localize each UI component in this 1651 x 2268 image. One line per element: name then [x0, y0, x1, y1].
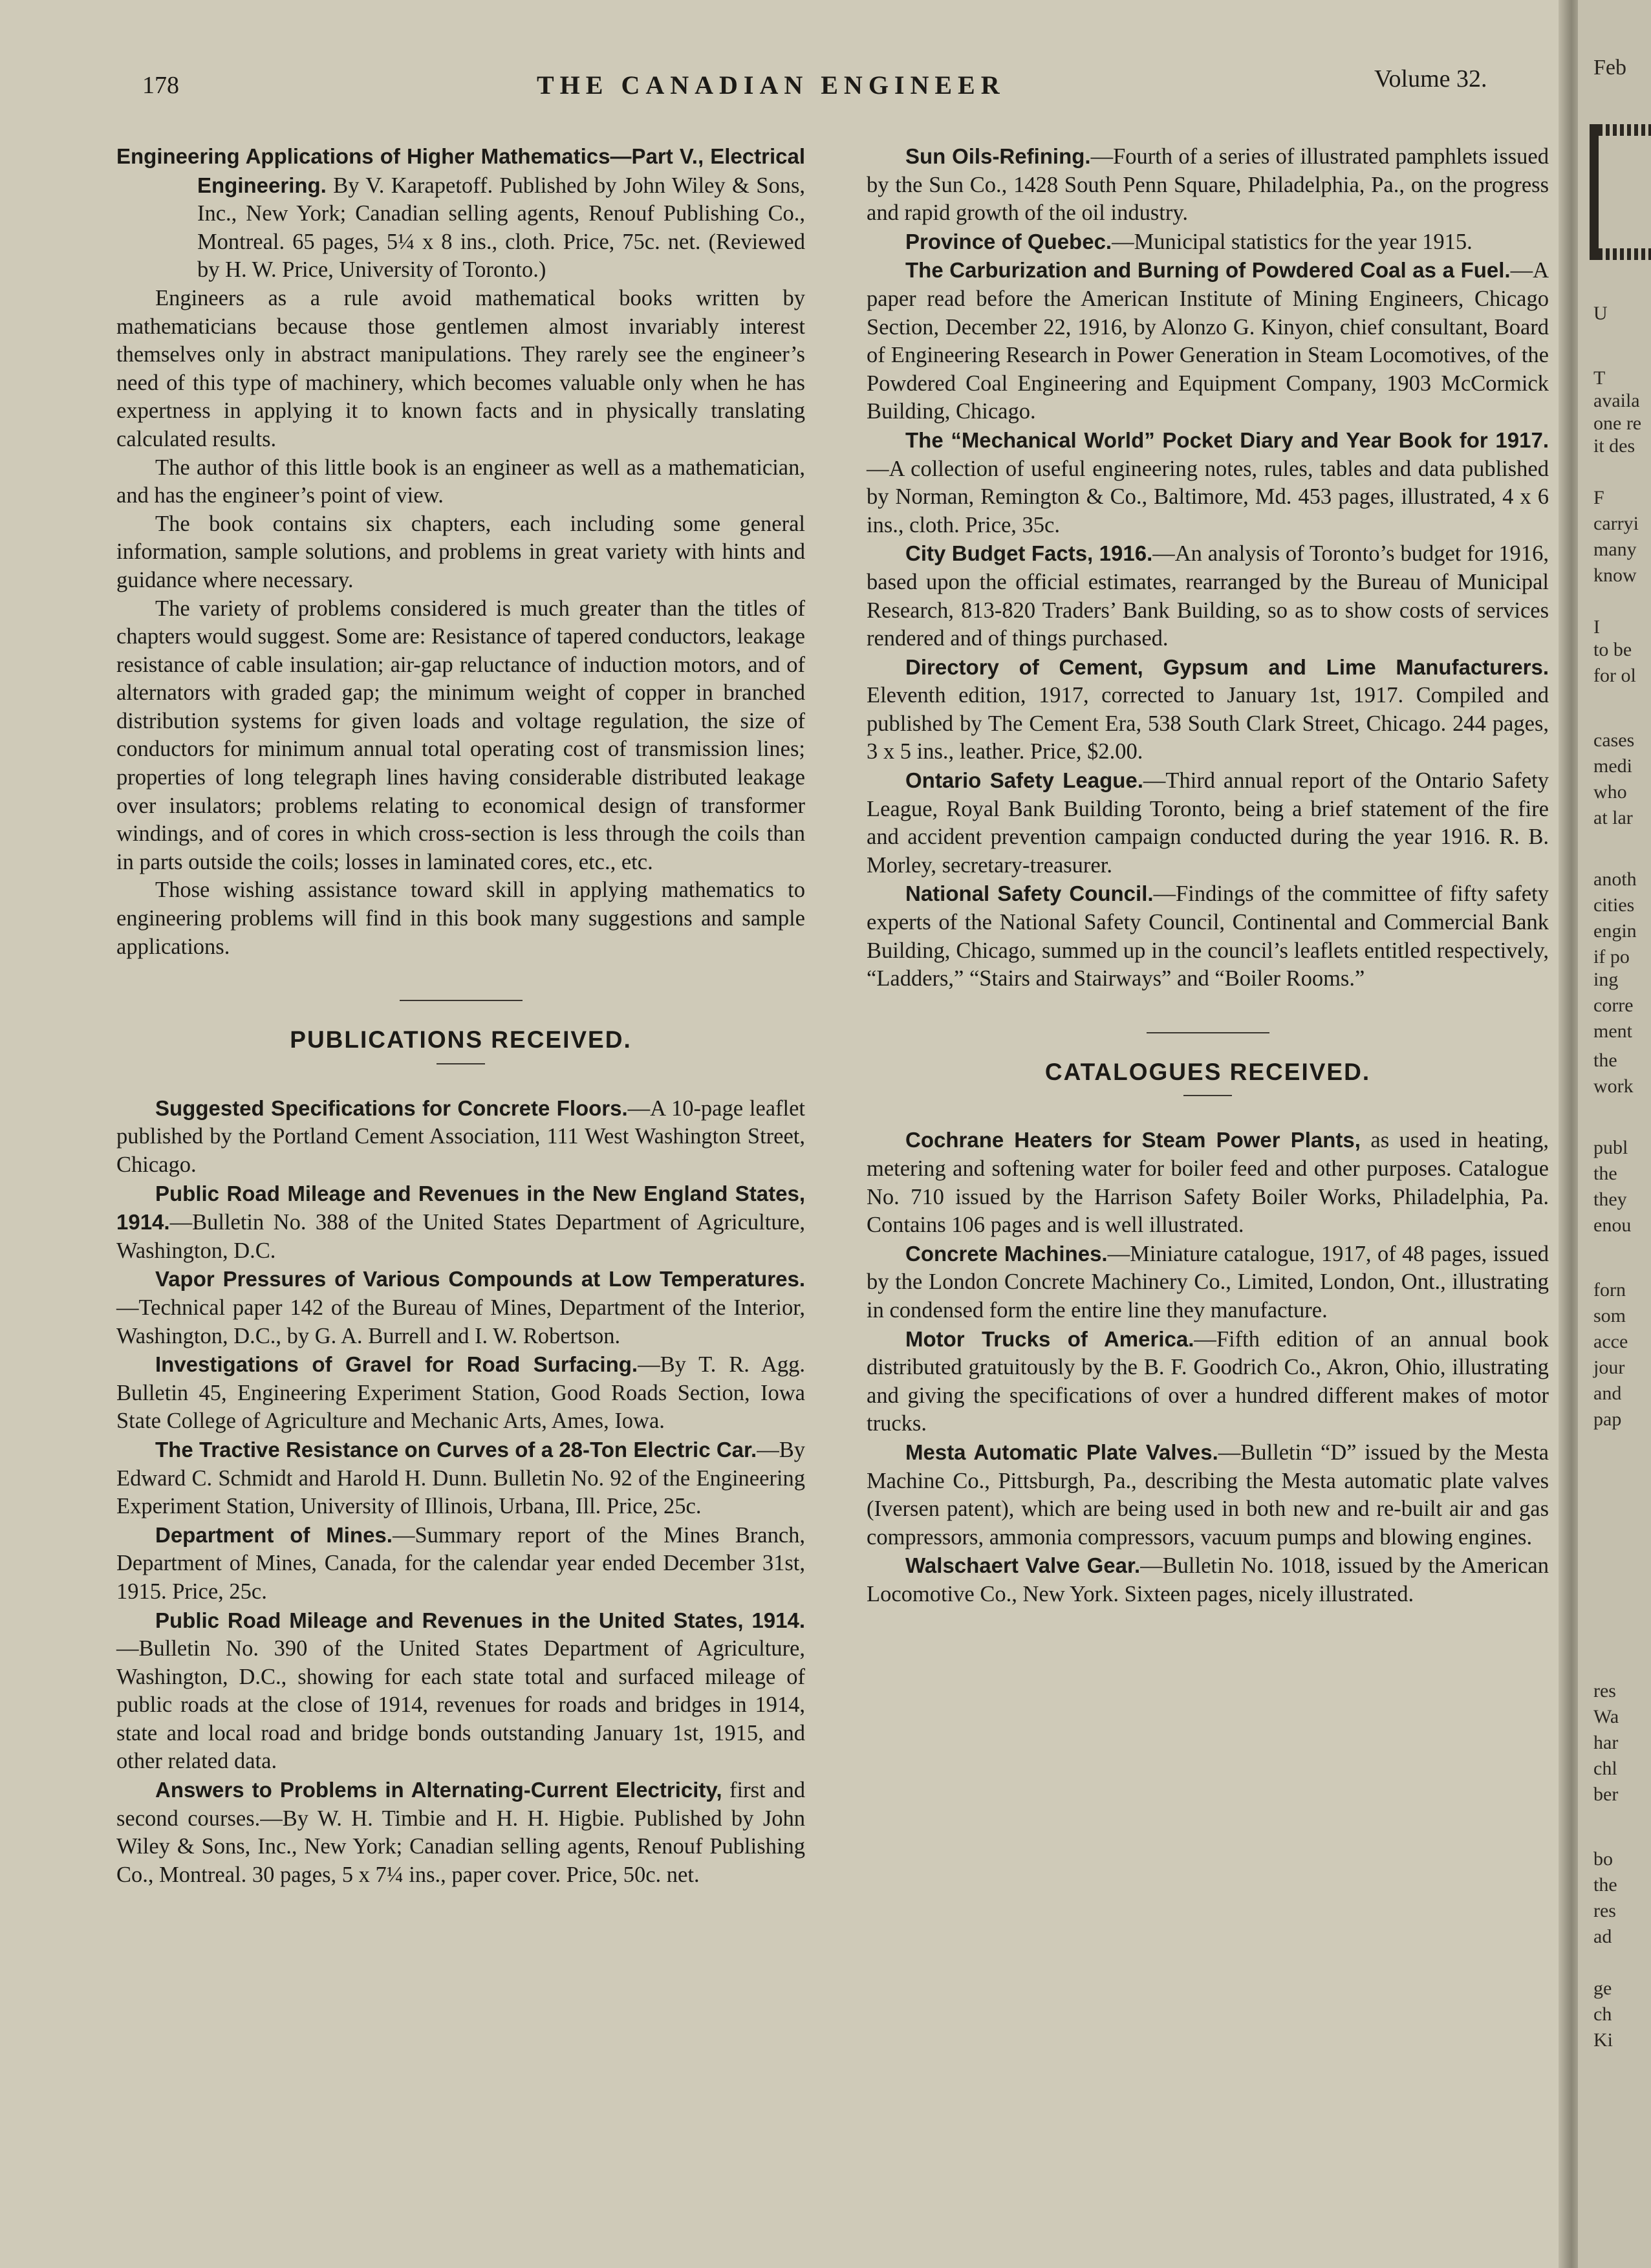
adjacent-page-fragment: cases	[1593, 729, 1635, 751]
publication-entry	[867, 426, 1549, 539]
heading-rule	[437, 1063, 485, 1064]
entry-title: Directory of Cement, Gypsum and Lime Manufacturers.	[905, 654, 1549, 679]
catalogue-entry	[867, 1240, 1549, 1325]
entry-title: Vapor Pressures of Various Compounds at Low Temperatures.	[155, 1267, 805, 1291]
entry-title: The “Mechanical World” Pocket Diary and Year Book for 1917.	[905, 427, 1549, 452]
adjacent-page-fragment: medi	[1593, 755, 1632, 777]
adjacent-page-fragment: publ	[1593, 1137, 1628, 1158]
adjacent-page-fragment: if po	[1593, 946, 1630, 967]
entry-text: as used in heating, metering and softening water for boiler feed and other purposes. Catalogue No. 710 issued by the Harrison Safety Boiler Works, Philadelphia, Pa. Contains 106 pages and is well illustrated.	[867, 1128, 1549, 1238]
entry-title: National Safety Council.	[905, 881, 1154, 906]
adjacent-page-fragment: forn	[1593, 1279, 1626, 1301]
adjacent-page-fragment: jour	[1593, 1357, 1625, 1378]
catalogues-heading: CATALOGUES RECEIVED.	[1044, 1058, 1371, 1085]
entry-title: Cochrane Heaters for Steam Power Plants,	[905, 1128, 1361, 1152]
publication-entry	[867, 653, 1549, 766]
review-title: Engineering Applications of Higher Mathematics—Part V., Electrical Engineering.	[116, 144, 805, 197]
entry-text: —Bulletin No. 390 of the United States Department of Agriculture, Washington, D.C., showing for each state total and surfaced mileage of public roads at the close of 1914, revenues for roads and bridges in 1914, state and local road and bridge bonds outstanding January 1st, 1915, and other related data.	[116, 1636, 805, 1774]
adjacent-page-fragment: one re	[1593, 413, 1642, 434]
adjacent-page-fragment: T	[1593, 367, 1606, 389]
entry-title: Ontario Safety League.	[905, 768, 1143, 793]
adjacent-page-fragment: acce	[1593, 1331, 1628, 1352]
publication-entry	[116, 1265, 805, 1350]
entry-text: —Fifth edition of an annual book distributed gratuitously by the B. F. Goodrich Co., Akron, Ohio, illustrating and giving the specifications of over a hundred different makes of motor trucks.	[867, 1326, 1549, 1436]
entry-text: —By T. R. Agg. Bulletin 45, Engineering Experiment Station, Good Roads Section, Iowa State College of Agriculture and Mechanic Arts, Ames, Iowa.	[116, 1352, 805, 1434]
adjacent-page-fragment: res	[1593, 1680, 1616, 1701]
review-heading	[116, 142, 805, 285]
adjacent-page-fragment: anoth	[1593, 869, 1637, 890]
entry-title: Public Road Mileage and Revenues in the United States, 1914.	[155, 1608, 805, 1632]
adjacent-page-fragment: and	[1593, 1383, 1622, 1404]
adjacent-page-fragment: ch	[1593, 2003, 1612, 2025]
entry-title: Investigations of Gravel for Road Surfacing.	[155, 1352, 638, 1377]
entry-title: The Carburization and Burning of Powdered Coal as a Fuel.	[905, 258, 1511, 283]
publication-entry	[867, 539, 1549, 653]
entry-text: —Bulletin No. 1018, issued by the American Locomotive Co., New York. Sixteen pages, nicely illustrated.	[867, 1553, 1549, 1606]
publication-entry	[867, 256, 1549, 426]
catalogue-entry	[867, 1325, 1549, 1438]
section-divider	[1147, 1032, 1269, 1033]
adjacent-page-fragment: ge	[1593, 1978, 1612, 1999]
publication-entry	[867, 880, 1549, 993]
entry-title: Mesta Automatic Plate Valves.	[905, 1440, 1218, 1464]
catalogue-entry	[867, 1551, 1549, 1608]
review-paragraph: The variety of problems considered is much greater than the titles of chapters would suggest. Some are: Resistance of tapered conductors, leakage resistance of cable insulation; air-gap reluctance of induction motors, and of alternators with graded gap; the minimum weight of copper in branched distribution systems for given loads and voltage regulation, the size of conductors for minimum annual total operating cost of transmission lines; properties of long telegraph lines having considerable distributed leakage over insulators; problems relating to economical design of transformer windings, and of cores in which cross-section is less through the coils than in parts outside the coils; losses in laminated cores, etc., etc.	[116, 596, 805, 874]
publications-heading: PUBLICATIONS RECEIVED.	[290, 1026, 632, 1053]
ornament-bracket-icon	[1590, 124, 1651, 260]
entry-title: City Budget Facts, 1916.	[905, 541, 1153, 566]
entry-title: Motor Trucks of America.	[905, 1326, 1194, 1351]
page-number: 178	[142, 72, 179, 99]
adjacent-page-fragment: availa	[1593, 390, 1640, 411]
publication-entry	[116, 1436, 805, 1521]
review-byline: By V. Karapetoff. Published by John Wiley & Sons, Inc., New York; Canadian selling agents, Renouf Publishing Co., Montreal. 65 pages, 5¼ x 8 ins., cloth. Price, 75c. net. (Reviewed by H. W. Price, University of Toronto.)	[197, 173, 805, 283]
publication-entry	[116, 1776, 805, 1889]
review-paragraph: Those wishing assistance toward skill in applying mathematics to engineering problems will find in this book many suggestions and sample applications.	[116, 878, 805, 959]
entry-title: Suggested Specifications for Concrete Floors.	[155, 1096, 628, 1120]
entry-text: —A paper read before the American Institute of Mining Engineers, Chicago Section, December 22, 1916, by Alonzo G. Kinyon, chief consultant, Board of Engineering Research in Power Generation in Steam Locomotives, of the Powdered Coal Engineering and Equipment Company, 1903 McCormick Building, Chicago.	[867, 258, 1549, 424]
adjacent-page-fragment: U	[1593, 303, 1608, 324]
adjacent-page-fragment: ment	[1593, 1021, 1632, 1042]
adjacent-page-fragment: res	[1593, 1900, 1616, 1921]
adjacent-page-fragment: I	[1593, 616, 1600, 638]
adjacent-page-fragment: F	[1593, 487, 1604, 508]
entry-title: Walschaert Valve Gear.	[905, 1553, 1141, 1578]
entry-text: —A 10-page leaflet published by the Portland Cement Association, 111 West Washington Street, Chicago.	[116, 1096, 805, 1177]
adjacent-page-fragment: it des	[1593, 435, 1635, 457]
entry-text: —Fourth of a series of illustrated pamphlets issued by the Sun Co., 1428 South Penn Square, Philadelphia, Pa., on the progress and rapid growth of the oil industry.	[867, 144, 1549, 226]
adjacent-page-fragment: ing	[1593, 969, 1619, 990]
publication-entry	[116, 1350, 805, 1436]
entry-text: —By Edward C. Schmidt and Harold H. Dunn. Bulletin No. 92 of the Engineering Experiment Station, University of Illinois, Urbana, Ill. Price, 25c.	[116, 1437, 805, 1519]
adjacent-page-fragment: they	[1593, 1189, 1627, 1210]
adjacent-page-edge	[1578, 0, 1651, 2268]
section-divider	[400, 1000, 523, 1001]
entry-text: —Bulletin No. 388 of the United States Department of Agriculture, Washington, D.C.	[116, 1210, 805, 1263]
entry-text: —Bulletin “D” issued by the Mesta Machine Co., Pittsburgh, Pa., describing the Mesta automatic plate valves (Iversen patent), which are being used in both new and re-built air and gas compressors, ammonia compressors, vacuum pumps and blowing engines.	[867, 1440, 1549, 1550]
publication-entry	[867, 766, 1549, 880]
adjacent-page-fragment: at lar	[1593, 807, 1633, 828]
adjacent-page-fragment: engin	[1593, 920, 1637, 942]
entry-text: —Municipal statistics for the year 1915.	[1112, 229, 1473, 254]
page-header	[129, 65, 1526, 103]
adjacent-page-fragment: to be	[1593, 639, 1632, 660]
catalogue-entry	[867, 1126, 1549, 1239]
catalogue-entry	[867, 1438, 1549, 1551]
adjacent-page-fragment: ad	[1593, 1926, 1612, 1947]
adjacent-page-fragment: chl	[1593, 1758, 1617, 1779]
entry-title: Concrete Machines.	[905, 1241, 1108, 1266]
entry-text: —Findings of the committee of fifty safety experts of the National Safety Council, Continental and Commercial Bank Building, Chicago, summed up in the council’s leaflets entitled respectively, “Ladders,” “Stairs and Stairways” and “Boiler Rooms.”	[867, 881, 1549, 991]
entry-title: Sun Oils-Refining.	[905, 144, 1091, 168]
publication-entry	[867, 228, 1549, 257]
entry-title: Province of Quebec.	[905, 229, 1112, 254]
entry-text: —A collection of useful engineering notes, rules, tables and data published by Norman, Remington & Co., Baltimore, Md. 453 pages, illustrated, 4 x 6 ins., cloth. Price, 35c.	[867, 456, 1549, 537]
publication-entry	[116, 1521, 805, 1606]
adjacent-page-fragment: the	[1593, 1874, 1617, 1895]
entry-text: Eleventh edition, 1917, corrected to January 1st, 1917. Compiled and published by The Cement Era, 538 South Clark Street, Chicago. 244 pages, 3 x 5 ins., leather. Price, $2.00.	[867, 683, 1549, 764]
volume-label: Volume 32.	[1374, 65, 1487, 92]
adjacent-page-fragment: the	[1593, 1163, 1617, 1184]
adjacent-page-fragment: know	[1593, 565, 1637, 586]
adjacent-page-fragment: corre	[1593, 995, 1634, 1016]
adjacent-page-fragment: bo	[1593, 1848, 1613, 1870]
publication-entry	[116, 1094, 805, 1180]
adjacent-page-fragment: pap	[1593, 1409, 1622, 1430]
adjacent-page-fragment: som	[1593, 1305, 1626, 1326]
adjacent-page-fragment: the	[1593, 1050, 1617, 1071]
adjacent-page-header: Feb	[1593, 56, 1626, 80]
adjacent-page-fragment: cities	[1593, 894, 1635, 916]
entry-title: Department of Mines.	[155, 1522, 393, 1547]
entry-title: Answers to Problems in Alternating-Current Electricity,	[155, 1778, 722, 1802]
journal-title: THE CANADIAN ENGINEER	[537, 70, 1006, 100]
entry-text: —Third annual report of the Ontario Safety League, Royal Bank Building Toronto, being a brief statement of the fire and accident prevention campaign conducted during the year 1916. R. B. Morley, secretary-treasurer.	[867, 768, 1549, 878]
entry-text: —Miniature catalogue, 1917, of 48 pages, issued by the London Concrete Machinery Co., Limited, London, Ont., illustrating in condensed form the entire line they manufacture.	[867, 1241, 1549, 1323]
adjacent-page-fragment: work	[1593, 1075, 1634, 1097]
entry-text: —Technical paper 142 of the Bureau of Mines, Department of the Interior, Washington, D.C., by G. A. Burrell and I. W. Robertson.	[116, 1295, 805, 1348]
adjacent-page-fragment: har	[1593, 1732, 1619, 1753]
right-column	[867, 142, 1549, 1609]
heading-rule	[1183, 1095, 1232, 1096]
entry-title: Public Road Mileage and Revenues in the New England States, 1914.	[116, 1181, 805, 1235]
adjacent-page-fragment: who	[1593, 781, 1627, 803]
entry-title: The Tractive Resistance on Curves of a 28-Ton Electric Car.	[155, 1437, 757, 1462]
left-column	[116, 142, 805, 1889]
adjacent-page-fragment: Wa	[1593, 1706, 1619, 1727]
publication-entry	[116, 1606, 805, 1777]
entry-text: —Summary report of the Mines Branch, Department of Mines, Canada, for the calendar year ended December 31st, 1915. Price, 25c.	[116, 1522, 806, 1604]
review-paragraph: The book contains six chapters, each including some general information, sample solutions, and problems in great variety with hints and guidance where necessary.	[116, 511, 805, 592]
adjacent-page-fragment: many	[1593, 539, 1637, 560]
entry-text: first and second courses.—By W. H. Timbie and H. H. Higbie. Published by John Wiley & Sons, Inc., New York; Canadian selling agents, Renouf Publishing Co., Montreal. 30 pages, 5 x 7¼ ins., paper cover. Price, 50c. net.	[116, 1778, 805, 1887]
adjacent-page-fragment: for ol	[1593, 665, 1636, 686]
adjacent-page-fragment: enou	[1593, 1215, 1632, 1236]
adjacent-page-fragment: Ki	[1593, 2029, 1613, 2051]
adjacent-page-fragment: carryi	[1593, 513, 1639, 534]
publication-entry	[867, 142, 1549, 228]
adjacent-page-fragment: ber	[1593, 1784, 1619, 1805]
publication-entry	[116, 1180, 805, 1266]
review-paragraph: Engineers as a rule avoid mathematical books written by mathematicians because those gentlemen almost invariably interest themselves only in abstract manipulations. They rarely see the engineer’s need of this type of machinery, which becomes valuable only when he has expertness in applying it to known facts and in physically translating calculated results.	[116, 285, 805, 451]
review-paragraph: The author of this little book is an engineer as well as a mathematician, and has the engineer’s point of view.	[116, 455, 805, 508]
entry-text: —An analysis of Toronto’s budget for 1916, based upon the official estimates, rearranged by the Bureau of Municipal Research, 813-820 Traders’ Bank Building, so as to show costs of services rendered and of things purchased.	[867, 541, 1549, 651]
